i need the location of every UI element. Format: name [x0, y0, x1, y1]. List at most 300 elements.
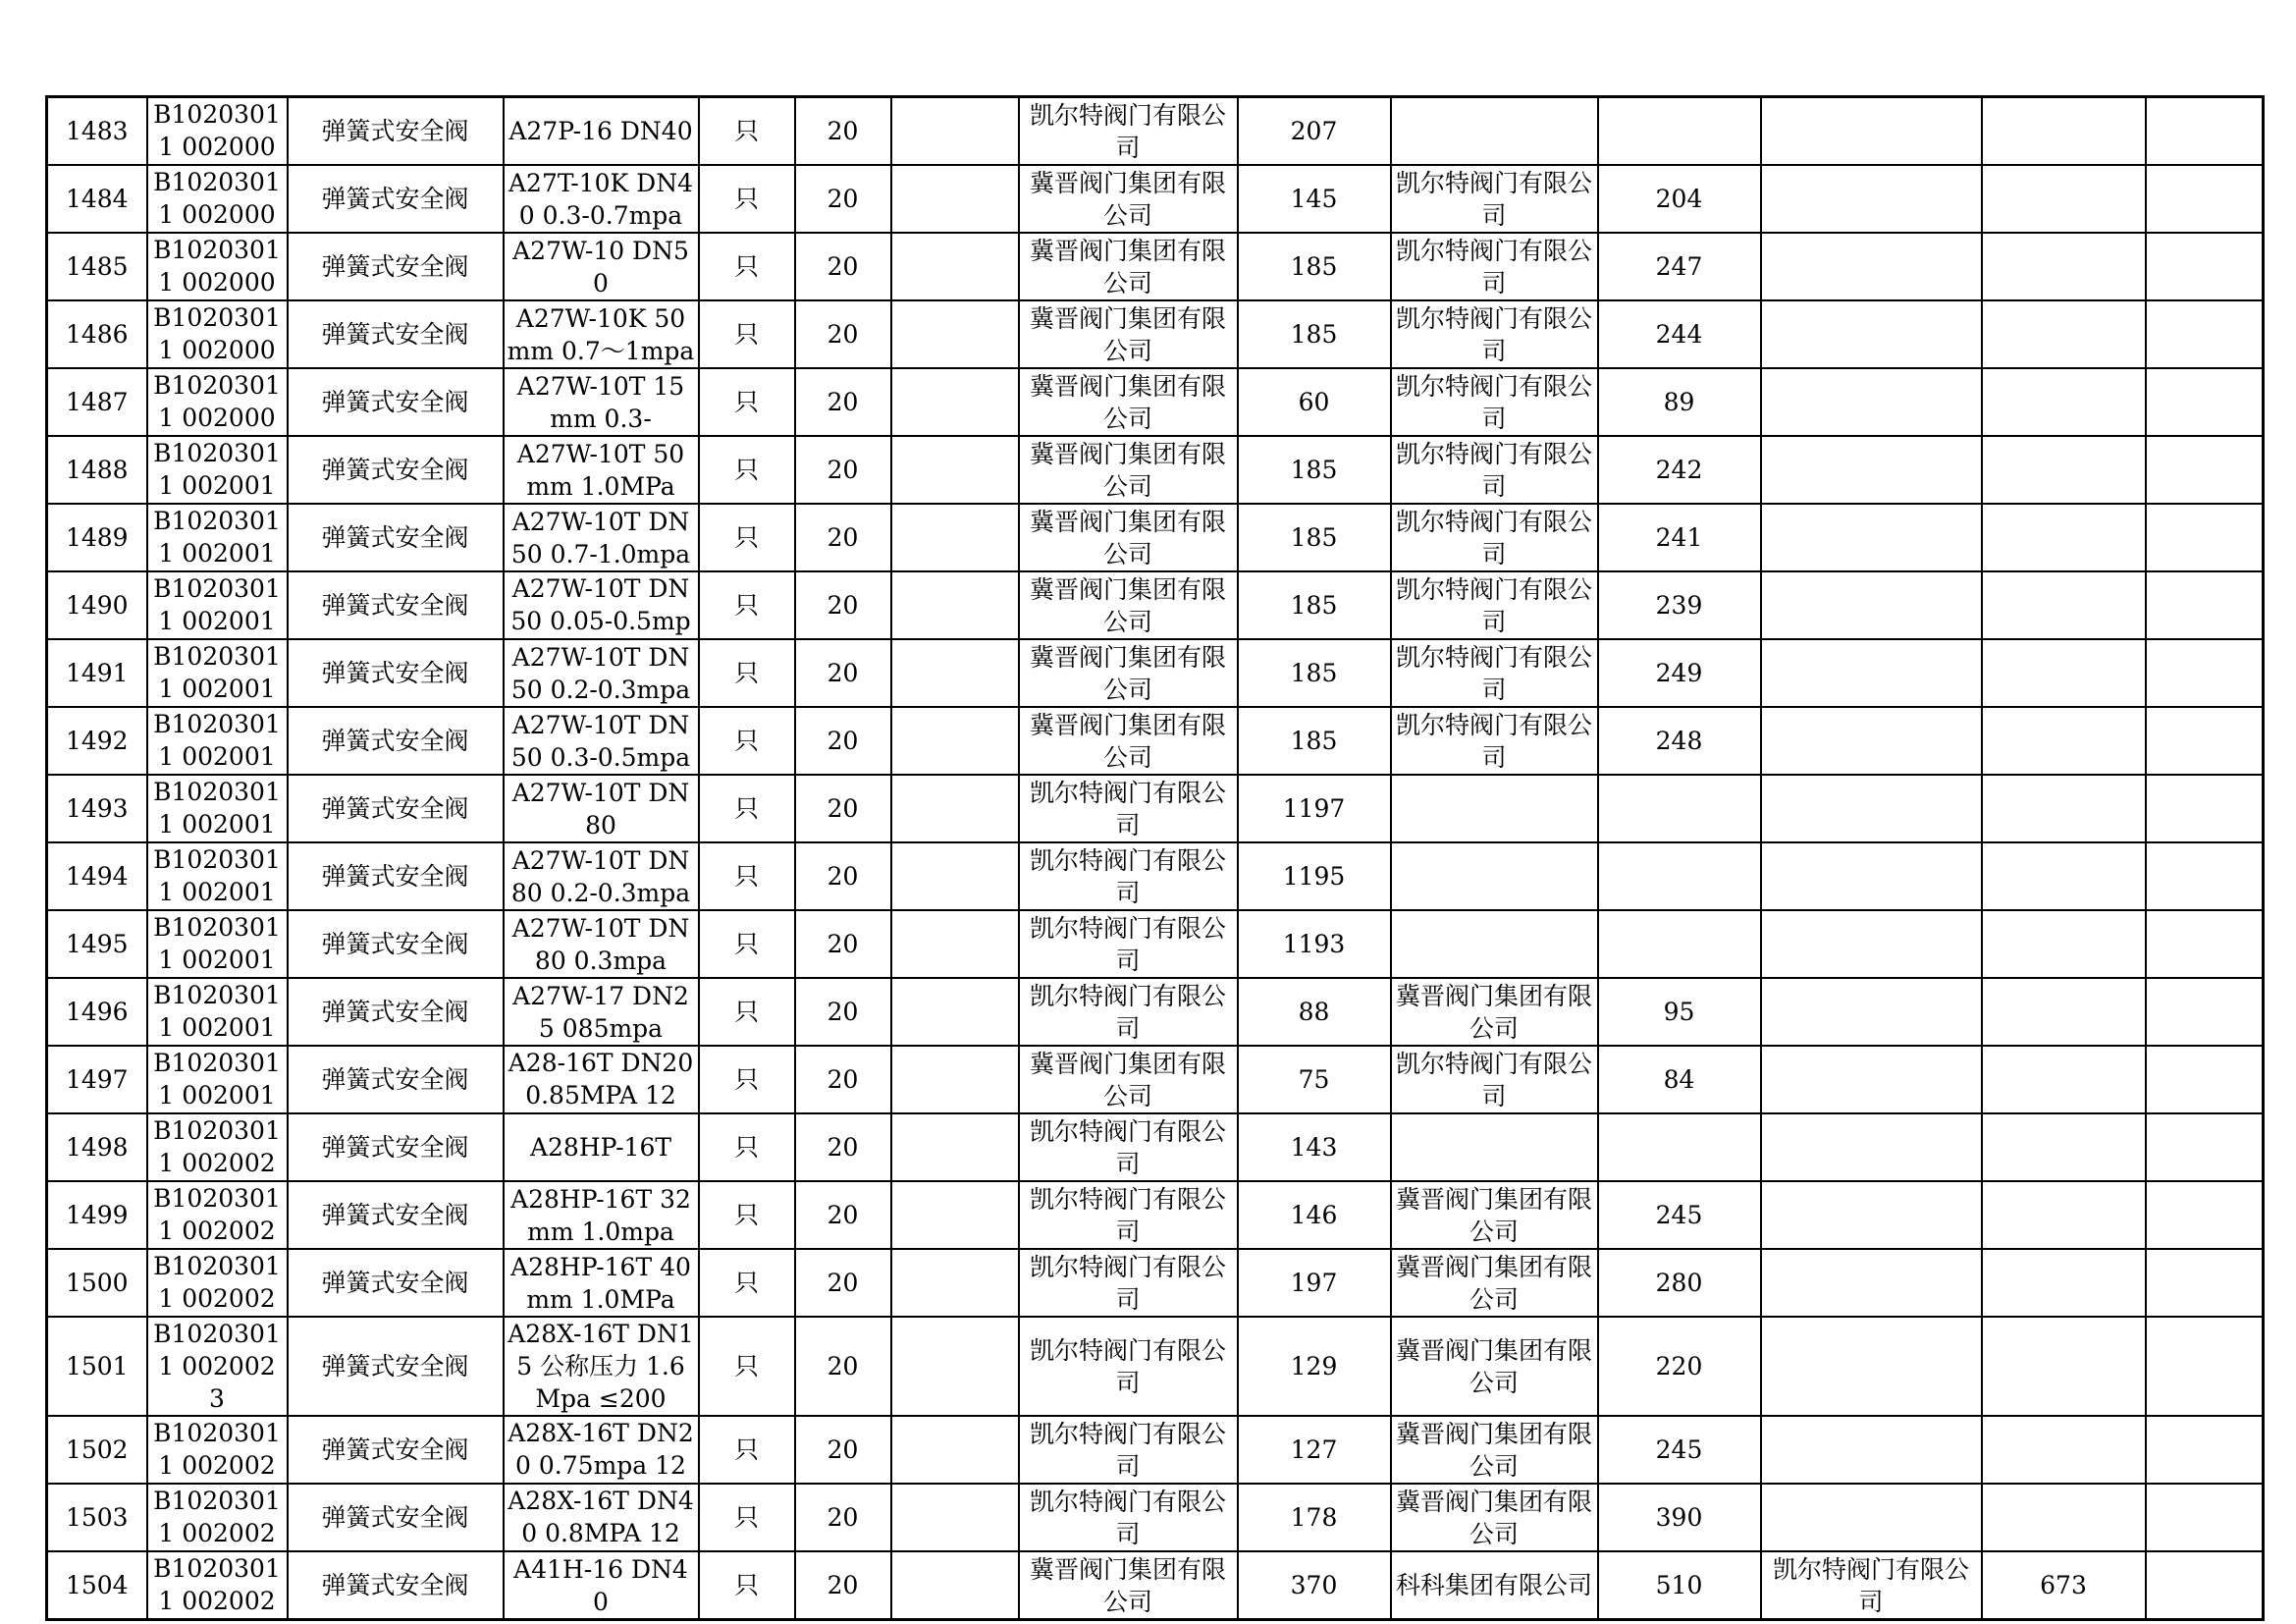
item-quantity	[795, 707, 891, 775]
item-name	[288, 1416, 504, 1484]
supplier-2	[1391, 504, 1598, 571]
supplier-1-text: 凯尔特阀门有限公司	[1029, 1419, 1226, 1481]
price-2-text: 248	[1655, 727, 1703, 755]
price-2-text: 242	[1655, 456, 1703, 484]
extra-cell	[2146, 165, 2264, 233]
extra-cell	[2146, 300, 2264, 368]
price-1	[1238, 1416, 1391, 1484]
item-quantity-text: 20	[827, 930, 859, 958]
item-spec	[504, 842, 699, 910]
item-spec	[504, 436, 699, 504]
material-code	[147, 1249, 288, 1317]
supplier-3	[1761, 1416, 1982, 1484]
supplier-2-text: 凯尔特阀门有限公司	[1395, 236, 1592, 298]
material-code	[147, 775, 288, 842]
supplier-2-text: 凯尔特阀门有限公司	[1395, 642, 1592, 704]
material-code	[147, 504, 288, 571]
item-unit-text: 只	[733, 523, 759, 552]
item-spec	[504, 707, 699, 775]
supplier-1-text: 冀晋阀门集团有限公司	[1029, 303, 1226, 365]
supplier-3	[1761, 368, 1982, 436]
item-unit	[699, 1249, 795, 1317]
item-quantity-text: 20	[827, 1133, 859, 1162]
item-unit	[699, 571, 795, 639]
item-spec-text: A28X-16T DN15 公称压力 1.6Mpa ≤200	[507, 1320, 694, 1413]
extra-cell	[2146, 1484, 2264, 1551]
item-spec	[504, 910, 699, 978]
supplier-1	[1019, 1484, 1238, 1551]
item-quantity	[795, 1551, 891, 1620]
item-spec-text: A27W-17 DN25 085mpa	[512, 981, 689, 1043]
item-quantity	[795, 504, 891, 571]
item-spec-text: A27W-10T DN50 0.05-0.5mp	[510, 574, 691, 635]
item-name	[288, 1046, 504, 1113]
price-1-text: 127	[1290, 1435, 1338, 1464]
item-unit-text: 只	[733, 1571, 759, 1599]
table-row	[47, 775, 2264, 842]
supplier-3	[1761, 1317, 1982, 1416]
item-name-text: 弹簧式安全阀	[321, 117, 469, 145]
item-name-text: 弹簧式安全阀	[321, 388, 469, 416]
price-2	[1598, 1416, 1761, 1484]
price-2-text: 239	[1655, 591, 1703, 620]
supplier-2	[1391, 233, 1598, 300]
item-unit	[699, 1416, 795, 1484]
material-code-text: B10203011 002001	[153, 778, 281, 839]
table-row	[47, 1249, 2264, 1317]
item-unit	[699, 639, 795, 707]
supplier-3	[1761, 1484, 1982, 1551]
price-2	[1598, 233, 1761, 300]
item-spec	[504, 368, 699, 436]
item-spec	[504, 1181, 699, 1249]
item-unit-text: 只	[733, 862, 759, 891]
blank-cell	[891, 571, 1019, 639]
supplier-1	[1019, 571, 1238, 639]
item-quantity-text: 20	[827, 1065, 859, 1094]
price-1	[1238, 1181, 1391, 1249]
item-number	[47, 97, 147, 166]
item-unit-text: 只	[733, 456, 759, 484]
material-code-text: B10203011 002001	[153, 642, 281, 703]
supplier-1-text: 冀晋阀门集团有限公司	[1029, 439, 1226, 501]
item-number-text: 1485	[65, 252, 129, 281]
item-name-text: 弹簧式安全阀	[321, 1269, 469, 1297]
item-number	[47, 1181, 147, 1249]
supplier-2-text: 冀晋阀门集团有限公司	[1395, 1184, 1592, 1246]
blank-cell	[891, 165, 1019, 233]
supplier-1-text: 冀晋阀门集团有限公司	[1029, 710, 1226, 772]
item-spec-text: A27W-10 DN50	[512, 236, 689, 298]
item-number-text: 1489	[65, 523, 129, 552]
item-quantity	[795, 639, 891, 707]
price-1-text: 178	[1290, 1503, 1338, 1532]
price-3	[1982, 978, 2146, 1046]
item-spec-text: A28-16T DN20 0.85MPA 12	[507, 1049, 694, 1110]
item-name	[288, 368, 504, 436]
price-2	[1598, 504, 1761, 571]
item-number-text: 1486	[65, 320, 129, 349]
item-quantity	[795, 233, 891, 300]
blank-cell	[891, 775, 1019, 842]
item-number	[47, 1551, 147, 1620]
item-number	[47, 1113, 147, 1181]
material-code	[147, 1046, 288, 1113]
item-spec-text: A27W-10T DN80 0.2-0.3mpa	[510, 845, 691, 907]
supplier-3	[1761, 1113, 1982, 1181]
item-spec-text: A27P-16 DN40	[508, 117, 693, 145]
price-2	[1598, 1551, 1761, 1620]
supplier-1-text: 冀晋阀门集团有限公司	[1029, 642, 1226, 704]
price-2	[1598, 436, 1761, 504]
item-unit	[699, 97, 795, 166]
item-spec	[504, 1317, 699, 1416]
price-1-text: 1193	[1282, 930, 1346, 958]
item-name-text: 弹簧式安全阀	[321, 862, 469, 891]
item-spec	[504, 1484, 699, 1551]
item-unit	[699, 504, 795, 571]
item-quantity	[795, 842, 891, 910]
extra-cell	[2146, 571, 2264, 639]
price-3	[1982, 1249, 2146, 1317]
price-1	[1238, 436, 1391, 504]
item-quantity	[795, 1484, 891, 1551]
supplier-3	[1761, 571, 1982, 639]
item-unit-text: 只	[733, 794, 759, 823]
price-3	[1982, 1551, 2146, 1620]
item-quantity-text: 20	[827, 252, 859, 281]
item-number	[47, 165, 147, 233]
supplier-1-text: 凯尔特阀门有限公司	[1029, 981, 1226, 1043]
supplier-2-text: 科科集团有限公司	[1395, 1571, 1592, 1599]
item-unit	[699, 707, 795, 775]
supplier-2-text: 凯尔特阀门有限公司	[1395, 507, 1592, 568]
material-code-text: B10203011 002000	[153, 303, 281, 364]
item-unit	[699, 1551, 795, 1620]
item-number-text: 1484	[65, 185, 129, 213]
supplier-3-text: 凯尔特阀门有限公司	[1772, 1554, 1969, 1616]
item-name-text: 弹簧式安全阀	[321, 727, 469, 755]
price-1-text: 1197	[1282, 794, 1346, 823]
item-unit-text: 只	[733, 1435, 759, 1464]
material-code-text: B10203011 002001	[153, 574, 281, 635]
price-1-text: 185	[1290, 456, 1338, 484]
price-1	[1238, 504, 1391, 571]
item-spec	[504, 1113, 699, 1181]
price-2	[1598, 707, 1761, 775]
table-row	[47, 165, 2264, 233]
material-code-text: B10203011 002000	[153, 236, 281, 297]
price-1	[1238, 1113, 1391, 1181]
price-1	[1238, 1249, 1391, 1317]
price-2-text: 95	[1663, 998, 1695, 1026]
item-unit-text: 只	[733, 659, 759, 687]
price-1-text: 1195	[1282, 862, 1346, 891]
item-quantity-text: 20	[827, 862, 859, 891]
item-spec-text: A41H-16 DN40	[513, 1554, 688, 1616]
supplier-2-text: 冀晋阀门集团有限公司	[1395, 1335, 1592, 1397]
blank-cell	[891, 910, 1019, 978]
item-unit	[699, 233, 795, 300]
blank-cell	[891, 639, 1019, 707]
price-3	[1982, 436, 2146, 504]
price-2	[1598, 368, 1761, 436]
item-spec-text: A27W-10K 50mm 0.7～1mpa	[507, 303, 695, 365]
price-3-text: 673	[2040, 1571, 2087, 1599]
price-3	[1982, 1484, 2146, 1551]
item-number	[47, 1484, 147, 1551]
item-number-text: 1499	[65, 1201, 129, 1229]
price-2	[1598, 1249, 1761, 1317]
supplier-2	[1391, 639, 1598, 707]
supplier-2-text: 凯尔特阀门有限公司	[1395, 168, 1592, 230]
table-row	[47, 1484, 2264, 1551]
supplier-2-text: 凯尔特阀门有限公司	[1395, 371, 1592, 433]
price-1	[1238, 1551, 1391, 1620]
table-row	[47, 910, 2264, 978]
material-code-text: B10203011 002001	[153, 507, 281, 568]
price-1	[1238, 775, 1391, 842]
supplier-2-text: 凯尔特阀门有限公司	[1395, 439, 1592, 501]
item-number	[47, 978, 147, 1046]
blank-cell	[891, 300, 1019, 368]
supplier-3	[1761, 639, 1982, 707]
item-spec-text: A27W-10T DN80 0.3mpa	[511, 913, 690, 975]
item-unit-text: 只	[733, 1352, 759, 1380]
item-spec-text: A27W-10T DN50 0.3-0.5mpa	[510, 710, 691, 772]
supplier-1-text: 冀晋阀门集团有限公司	[1029, 574, 1226, 636]
material-code-text: B10203011 002001	[153, 981, 281, 1042]
item-name	[288, 1181, 504, 1249]
item-number	[47, 504, 147, 571]
price-1-text: 146	[1290, 1201, 1338, 1229]
item-quantity	[795, 571, 891, 639]
material-code	[147, 1113, 288, 1181]
extra-cell	[2146, 97, 2264, 166]
table-row	[47, 707, 2264, 775]
material-code-text: B10203011 002001	[153, 710, 281, 771]
price-2	[1598, 639, 1761, 707]
item-unit-text: 只	[733, 1133, 759, 1162]
supplier-3	[1761, 978, 1982, 1046]
table-row	[47, 1551, 2264, 1620]
supplier-1	[1019, 1249, 1238, 1317]
price-1-text: 185	[1290, 523, 1338, 552]
price-1-text: 60	[1298, 388, 1330, 416]
item-name-text: 弹簧式安全阀	[321, 1065, 469, 1094]
price-1-text: 145	[1290, 185, 1338, 213]
price-1	[1238, 639, 1391, 707]
item-unit-text: 只	[733, 1201, 759, 1229]
supplier-1	[1019, 1416, 1238, 1484]
item-quantity	[795, 775, 891, 842]
material-code	[147, 233, 288, 300]
table-row	[47, 1317, 2264, 1416]
item-name-text: 弹簧式安全阀	[321, 320, 469, 349]
price-2-text: 89	[1663, 388, 1695, 416]
item-name	[288, 504, 504, 571]
table-row	[47, 233, 2264, 300]
supplier-2	[1391, 1181, 1598, 1249]
supplier-2	[1391, 1416, 1598, 1484]
item-number-text: 1487	[65, 388, 129, 416]
item-number	[47, 842, 147, 910]
blank-cell	[891, 842, 1019, 910]
supplier-3	[1761, 300, 1982, 368]
item-unit-text: 只	[733, 320, 759, 349]
item-number	[47, 368, 147, 436]
material-code-text: B10203011 002001	[153, 439, 281, 500]
material-code-text: B10203011 002000	[153, 100, 281, 161]
price-2	[1598, 97, 1761, 166]
blank-cell	[891, 1317, 1019, 1416]
price-1	[1238, 300, 1391, 368]
price-2-text: 249	[1655, 659, 1703, 687]
price-2	[1598, 1113, 1761, 1181]
item-number-text: 1497	[65, 1065, 129, 1094]
item-number-text: 1503	[65, 1503, 129, 1532]
material-code-text: B10203011 002002	[153, 1116, 281, 1177]
material-code-text: B10203011 002002	[153, 1184, 281, 1245]
blank-cell	[891, 1484, 1019, 1551]
item-spec	[504, 1416, 699, 1484]
table-row	[47, 97, 2264, 166]
price-2	[1598, 1181, 1761, 1249]
item-quantity	[795, 1317, 891, 1416]
item-number-text: 1491	[65, 659, 129, 687]
material-code-text: B10203011 002000	[153, 168, 281, 229]
item-name	[288, 300, 504, 368]
price-2	[1598, 571, 1761, 639]
item-number	[47, 707, 147, 775]
price-1	[1238, 910, 1391, 978]
supplier-1	[1019, 707, 1238, 775]
supplier-3	[1761, 165, 1982, 233]
supplier-1-text: 凯尔特阀门有限公司	[1029, 1487, 1226, 1548]
item-number-text: 1495	[65, 930, 129, 958]
item-unit	[699, 910, 795, 978]
item-name	[288, 571, 504, 639]
blank-cell	[891, 436, 1019, 504]
item-quantity	[795, 1416, 891, 1484]
supplier-3	[1761, 707, 1982, 775]
item-spec	[504, 571, 699, 639]
item-quantity	[795, 97, 891, 166]
item-unit	[699, 1181, 795, 1249]
supplier-1	[1019, 1046, 1238, 1113]
item-spec-text: A28HP-16T 32mm 1.0mpa	[510, 1184, 691, 1246]
item-unit	[699, 978, 795, 1046]
item-unit-text: 只	[733, 388, 759, 416]
material-code	[147, 1181, 288, 1249]
supplier-2	[1391, 1113, 1598, 1181]
supplier-1-text: 冀晋阀门集团有限公司	[1029, 507, 1226, 568]
item-name-text: 弹簧式安全阀	[321, 998, 469, 1026]
supplier-2	[1391, 978, 1598, 1046]
item-quantity-text: 20	[827, 591, 859, 620]
item-spec	[504, 1249, 699, 1317]
supplier-1	[1019, 165, 1238, 233]
supplier-1	[1019, 1113, 1238, 1181]
item-unit-text: 只	[733, 117, 759, 145]
table-row	[47, 1181, 2264, 1249]
blank-cell	[891, 1113, 1019, 1181]
item-quantity	[795, 978, 891, 1046]
price-1	[1238, 1046, 1391, 1113]
supplier-1-text: 凯尔特阀门有限公司	[1029, 1184, 1226, 1246]
supplier-2	[1391, 1249, 1598, 1317]
supplier-2-text: 凯尔特阀门有限公司	[1395, 574, 1592, 636]
item-unit-text: 只	[733, 591, 759, 620]
blank-cell	[891, 1046, 1019, 1113]
price-1	[1238, 842, 1391, 910]
supplier-2-text: 冀晋阀门集团有限公司	[1395, 1252, 1592, 1314]
item-quantity	[795, 1181, 891, 1249]
item-quantity-text: 20	[827, 456, 859, 484]
item-name	[288, 436, 504, 504]
table-row	[47, 436, 2264, 504]
price-2-text: 245	[1655, 1201, 1703, 1229]
item-spec	[504, 300, 699, 368]
item-name	[288, 165, 504, 233]
item-quantity-text: 20	[827, 794, 859, 823]
price-1	[1238, 1484, 1391, 1551]
item-spec	[504, 1551, 699, 1620]
item-unit-text: 只	[733, 185, 759, 213]
material-code	[147, 707, 288, 775]
price-3	[1982, 775, 2146, 842]
price-1-text: 88	[1298, 998, 1330, 1026]
material-code	[147, 978, 288, 1046]
item-name	[288, 1249, 504, 1317]
extra-cell	[2146, 639, 2264, 707]
item-unit	[699, 842, 795, 910]
item-name-text: 弹簧式安全阀	[321, 591, 469, 620]
item-quantity-text: 20	[827, 1435, 859, 1464]
supplier-2	[1391, 842, 1598, 910]
supplier-2	[1391, 1551, 1598, 1620]
item-number	[47, 1046, 147, 1113]
material-code	[147, 910, 288, 978]
supplier-2	[1391, 707, 1598, 775]
item-quantity	[795, 436, 891, 504]
supplier-2-text: 凯尔特阀门有限公司	[1395, 303, 1592, 365]
table-row	[47, 368, 2264, 436]
item-unit-text: 只	[733, 727, 759, 755]
price-1	[1238, 1317, 1391, 1416]
item-name-text: 弹簧式安全阀	[321, 1435, 469, 1464]
supplier-1	[1019, 368, 1238, 436]
price-2-text: 244	[1655, 320, 1703, 349]
material-code-text: B10203011 002002	[153, 1252, 281, 1313]
extra-cell	[2146, 368, 2264, 436]
item-quantity-text: 20	[827, 523, 859, 552]
item-name-text: 弹簧式安全阀	[321, 1571, 469, 1599]
blank-cell	[891, 504, 1019, 571]
price-2-text: 241	[1655, 523, 1703, 552]
item-number	[47, 1249, 147, 1317]
price-1-text: 185	[1290, 320, 1338, 349]
price-3	[1982, 97, 2146, 166]
item-spec	[504, 978, 699, 1046]
supplier-1	[1019, 1317, 1238, 1416]
supplier-1-text: 凯尔特阀门有限公司	[1029, 1335, 1226, 1397]
supplier-2	[1391, 300, 1598, 368]
price-3	[1982, 165, 2146, 233]
supplier-3	[1761, 1551, 1982, 1620]
price-2	[1598, 1317, 1761, 1416]
supplier-3	[1761, 775, 1982, 842]
